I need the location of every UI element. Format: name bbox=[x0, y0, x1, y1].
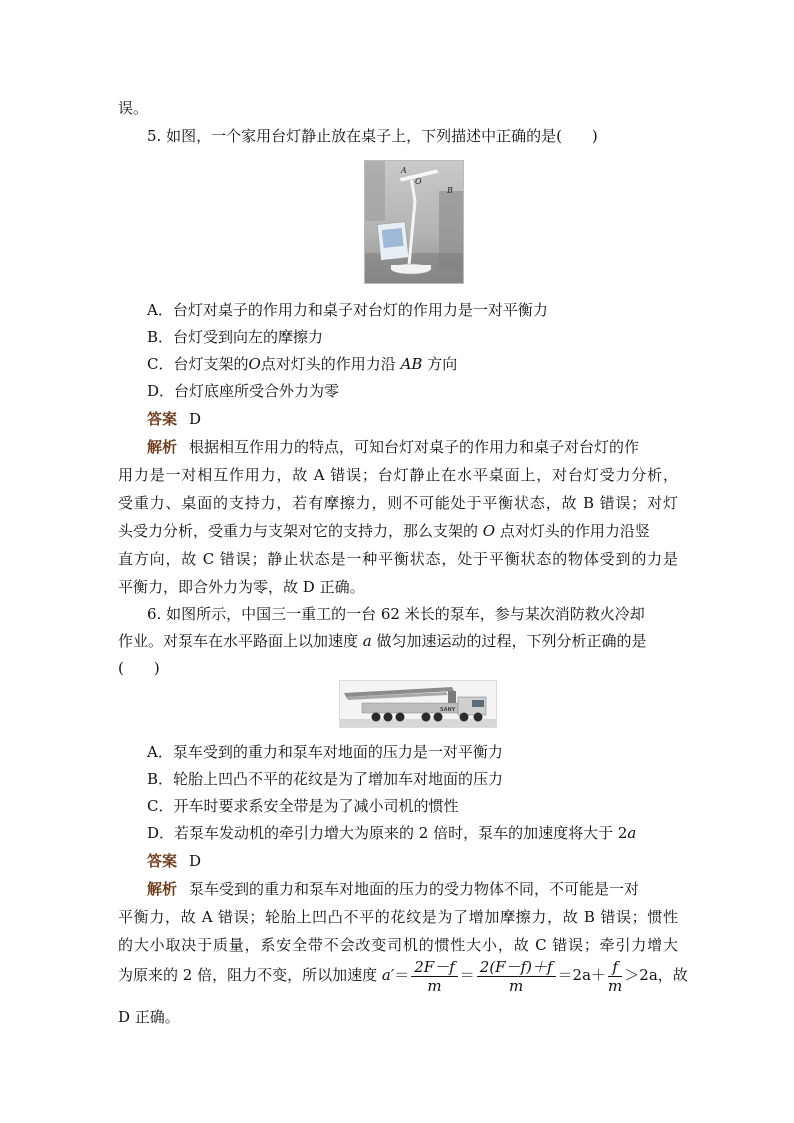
q5-analysis-line-4 bbox=[118, 521, 650, 541]
q6-analysis-line-3 bbox=[118, 935, 678, 955]
q6-answer bbox=[147, 851, 201, 871]
q6-stem-line-2 bbox=[118, 631, 647, 651]
truck-brand: SANY bbox=[440, 707, 456, 713]
analysis-text: 平衡力，故 A 错误；轮胎上凹凸不平的花纹是为了增加摩擦力，故 B 错误；惯性 bbox=[118, 908, 678, 926]
analysis-label: 解析 bbox=[147, 438, 178, 456]
top-fragment: 误。 bbox=[118, 99, 149, 117]
analysis-text: 头受力分析，受重力与支架对它的支持力，那么支架的 bbox=[118, 522, 479, 540]
pump-truck-figure bbox=[339, 680, 497, 728]
fraction-1-den: m bbox=[427, 976, 442, 995]
q6-option-d-text: D．若泵车发动机的牵引力增大为原来的 2 倍时，泵车的加速度将大于 2 bbox=[147, 824, 628, 842]
q6-stem-line-1: 6. 如图所示，中国三一重工的一台 62 米长的泵车，参与某次消防救火冷却 bbox=[147, 605, 645, 623]
q5-analysis-line-5 bbox=[118, 549, 678, 569]
q5-answer bbox=[147, 409, 201, 429]
q5-option-c-point-o: O bbox=[248, 355, 261, 373]
formula-post: ＞2a，故 bbox=[624, 966, 688, 984]
answer-label: 答案 bbox=[147, 852, 178, 870]
q6-analysis-line-1 bbox=[147, 879, 639, 899]
q6-analysis-final: D 正确。 bbox=[118, 1008, 180, 1026]
formula-a-prime: a′ bbox=[381, 966, 395, 984]
label-a: A bbox=[401, 166, 407, 175]
answer-value: D bbox=[189, 410, 202, 428]
fraction-3-den: m bbox=[608, 976, 623, 995]
formula-eq: ＝ bbox=[394, 966, 410, 984]
desk-lamp-image bbox=[365, 161, 463, 283]
analysis-text: 的大小取决于质量，系安全带不会改变司机的惯性大小，故 C 错误；牵引力增大 bbox=[118, 936, 678, 954]
q5-analysis-line-6: 平衡力，即合外力为零，故 D 正确。 bbox=[118, 578, 365, 596]
fraction-2-num: 2(F－f)＋f bbox=[477, 958, 556, 977]
q5-option-b: B．台灯受到向左的摩擦力 bbox=[147, 328, 324, 346]
q5-option-c-text2: 点对灯头的作用力沿 bbox=[260, 355, 396, 373]
q6-option-d-a: a bbox=[627, 824, 637, 842]
formula-eq: ＝ bbox=[459, 966, 475, 984]
analysis-text: 受重力、桌面的支持力，若有摩擦力，则不可能处于平衡状态，故 B 错误；对灯 bbox=[118, 494, 678, 512]
q5-stem: 5. 如图，一个家用台灯静止放在桌子上，下列描述中正确的是( ) bbox=[147, 127, 598, 145]
q5-option-a: A．台灯对桌子的作用力和桌子对台灯的作用力是一对平衡力 bbox=[147, 301, 548, 319]
formula-text: 为原来的 2 倍，阻力不变，所以加速度 bbox=[118, 966, 378, 984]
analysis-text: 点对灯头的作用力沿竖 bbox=[499, 522, 650, 540]
q6-option-a: A．泵车受到的重力和泵车对地面的压力是一对平衡力 bbox=[147, 743, 503, 761]
analysis-text: 根据相互作用力的特点，可知台灯对桌子的作用力和桌子对台灯的作 bbox=[189, 438, 640, 456]
fraction-3 bbox=[608, 958, 622, 995]
fraction-2-den: m bbox=[509, 976, 524, 995]
q5-option-c-ab: AB bbox=[400, 355, 423, 373]
analysis-point-o: O bbox=[482, 522, 496, 540]
q5-option-c bbox=[147, 354, 457, 374]
q6-option-b: B．轮胎上凹凸不平的花纹是为了增加车对地面的压力 bbox=[147, 770, 504, 788]
fraction-1-num: 2F－f bbox=[411, 958, 458, 977]
answer-label: 答案 bbox=[147, 410, 178, 428]
fraction-3-num: f bbox=[608, 958, 622, 977]
q6-option-c: C．开车时要求系安全带是为了减小司机的惯性 bbox=[147, 797, 459, 815]
fraction-1 bbox=[411, 958, 458, 995]
q6-option-d bbox=[147, 823, 636, 843]
answer-value: D bbox=[189, 852, 202, 870]
q6-analysis-line-2 bbox=[118, 907, 678, 927]
label-b: B bbox=[447, 186, 453, 195]
formula-mid: ＝2a＋ bbox=[557, 966, 607, 984]
q6-analysis-formula-line bbox=[118, 956, 688, 995]
q6-stem-line-3: ( ) bbox=[118, 659, 160, 677]
pump-truck-image bbox=[340, 681, 496, 727]
analysis-label: 解析 bbox=[147, 880, 178, 898]
q6-stem-a: a bbox=[362, 632, 372, 650]
q5-option-c-text3: 方向 bbox=[427, 355, 458, 373]
fraction-2 bbox=[477, 958, 556, 995]
q5-option-d: D．台灯底座所受合外力为零 bbox=[147, 382, 340, 400]
q5-analysis-line-1 bbox=[147, 437, 639, 457]
analysis-text: 泵车受到的重力和泵车对地面的压力的受力物体不同，不可能是一对 bbox=[189, 880, 640, 898]
q5-option-c-text1: C．台灯支架的 bbox=[147, 355, 249, 373]
desk-lamp-figure bbox=[364, 160, 464, 284]
label-o: O bbox=[415, 177, 422, 186]
q5-analysis-line-2 bbox=[118, 465, 678, 485]
analysis-text: 直方向，故 C 错误；静止状态是一种平衡状态，处于平衡状态的物体受到的力是 bbox=[118, 550, 678, 568]
q6-stem-text2: 做匀加速运动的过程，下列分析正确的是 bbox=[376, 632, 647, 650]
q6-stem-text1: 作业。对泵车在水平路面上以加速度 bbox=[118, 632, 359, 650]
q5-analysis-line-3 bbox=[118, 493, 678, 513]
analysis-text: 用力是一对相互作用力，故 A 错误；台灯静止在水平桌面上，对台灯受力分析， bbox=[118, 466, 678, 484]
